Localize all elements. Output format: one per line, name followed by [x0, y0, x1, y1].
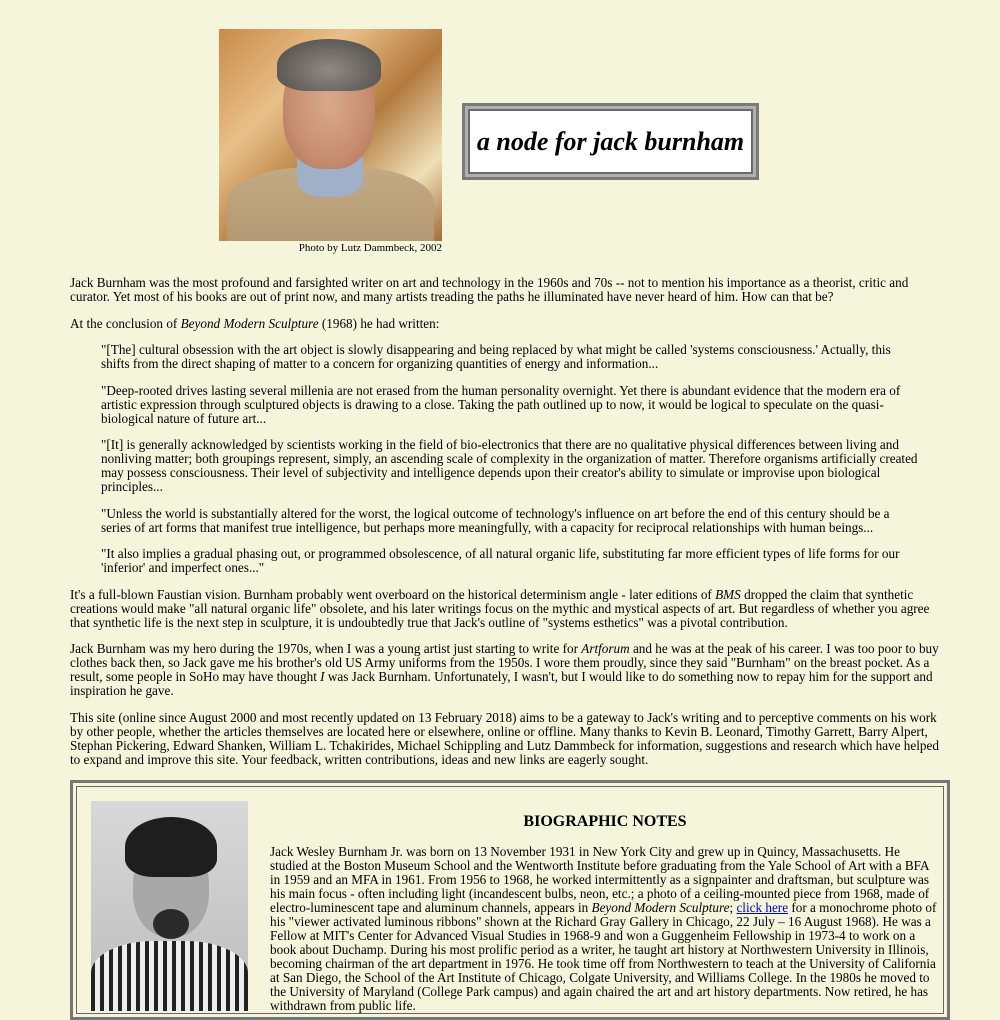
body-paragraph-4: Jack Burnham was my hero during the 1970s, when I was a young artist just starting to write for Artforum and he was at the peak of his career. I was too poor to buy clothes back then, so Jack gave me his brother's old US Army uniforms from the 1950s. I wore them proudly, since they said "Burnham" on the breast pocket. As a result, some people in SoHo may have thought I was Jack Burnham. Unfortunately, I wasn't, but I would like to do something now to repay him for the support and inspiration he gave.	[70, 641, 939, 698]
header-photo-block	[219, 29, 442, 254]
main-content	[70, 276, 950, 806]
bio-title: BIOGRAPHIC NOTES	[523, 813, 687, 830]
title-box	[462, 103, 759, 180]
bio-portrait-photo	[91, 801, 248, 1011]
photo-caption: Photo by Lutz Dammbeck, 2002	[298, 242, 442, 254]
intro-paragraph-2: At the conclusion of Beyond Modern Sculpture (1968) he had written:	[70, 315, 440, 331]
body-paragraph-3: It's a full-blown Faustian vision. Burnham probably went overboard on the historical determinism angle - later editions of BMS dropped the claim that synthetic creations would make "all natural organic life" obsolete, and his later writings focus on the mythic and mystical aspects of art. But regardless of whether you agree that synthetic life is the next step in sculpture, it is undoubtedly true that Jack's outline of "systems esthetics" was a pivotal contribution.	[70, 586, 930, 630]
burnham-portrait-photo	[219, 29, 442, 241]
page-title: a node for jack burnham	[468, 109, 753, 174]
quote-5: "It also implies a gradual phasing out, or programmed obsolescence, of all natural organic life, substituting far more efficient types of life forms for our 'inferior' and imperfect ones..."	[101, 546, 900, 575]
quote-1: "[The] cultural obsession with the art object is slowly disappearing and being replaced by what might be called 'systems consciousness.' Actually, this shifts from the direct shaping of matter to a concern for organizing quantities of energy and information...	[101, 342, 891, 371]
bio-text: Jack Wesley Burnham Jr. was born on 13 November 1931 in New York City and grew up in Quincy, Massachusetts. He studied at the Boston Museum School and the Wentworth Institute before graduating from the Yale School of Art with a BFA in 1959 and an MFA in 1961. From 1956 to 1968, he worked intermittently as a signpainter and draftsman, but sculpture was his main focus - often including light (incandescent bulbs, neon, etc.; a photo of a ceiling-mounted piece from 1968, made of electro-luminescent tape and aluminum channels, appears in Beyond Modern Sculpture; click here for a monochrome photo of his "viewer activated luminous ribbons" shown at the Richard Gray Gallery in Chicago, 22 July – 16 August 1968). He was a Fellow at MIT's Center for Advanced Visual Studies in 1968-9 and won a Guggenheim Fellowship in 1973-4 to work on a book about Duchamp. During his most prolific period as a writer, he taught art history at Northwestern University in Illinois, becoming chairman of the art department in 1976. He took time off from Northwestern to teach at the University of California at San Diego, the School of the Art Institute of Chicago, Colgate University, and Williams College. In the 1980s he moved to the University of Maryland (College Park campus) and again chaired the art and art history departments. Now retired, he has withdrawn from public life.	[270, 844, 937, 1013]
quote-3: "[It] is generally acknowledged by scientists working in the field of bio-electronics that there are no qualitative physical differences between living and nonliving matter; both groupings represent, simply, an ascending scale of complexity in the organization of matter. Therefore organisms artificially created may possess consciousness. Their level of subjectivity and intelligence depends upon their creator's ability to simulate or improvise upon biological principles...	[101, 437, 918, 494]
body-paragraph-5: This site (online since August 2000 and most recently updated on 13 February 2018) aims to be a gateway to Jack's writing and to perceptive comments on his work by other people, whether the articles themselves are located here or elsewhere, online or offline. Many thanks to Kevin B. Leonard, Timothy Garrett, Barry Alpert, Stephan Pickering, Edward Shanken, William L. Tchakirides, Michael Schippling and Lutz Dammbeck for information, suggestions and research which have helped to expand and improve this site. Your feedback, written contributions, ideas and new links are eagerly sought.	[70, 709, 939, 767]
quote-2: "Deep-rooted drives lasting several millenia are not erased from the human personality overnight. Yet there is abundant evidence that the modern era of artistic expression through sculptured objects is drawing to a close. Taking the path outlined up to now, it would be logical to speculate on the quasi-biological nature of future art...	[101, 382, 901, 426]
bio-box	[70, 780, 950, 1020]
click-here-link[interactable]: click here	[736, 900, 789, 915]
quote-4: "Unless the world is substantially altered for the worst, the logical outcome of technology's influence on art before the end of this century should be a series of art forms that manifest true intelligence, but perhaps more meaningfully, with a capacity for reciprocal relationships with human beings...	[101, 505, 890, 535]
intro-paragraph: Jack Burnham was the most profound and farsighted writer on art and technology in the 1960s and 70s -- not to mention his importance as a theorist, critic and curator. Yet most of his books are out of print now, and many artists treading the paths he illuminated have never heard of him. How can that be?	[70, 275, 909, 304]
